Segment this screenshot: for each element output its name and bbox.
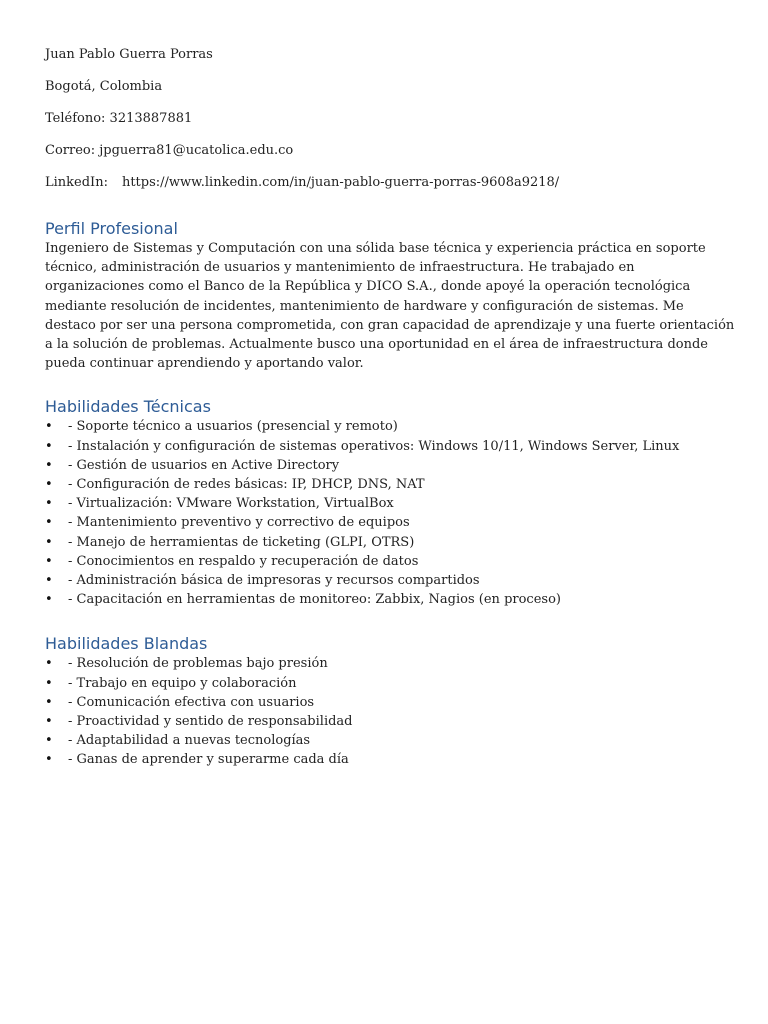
list-item-text: - Gestión de usuarios en Active Directory: [68, 457, 340, 473]
perfil-heading: Perfil Profesional: [45, 219, 178, 238]
list-item: [45, 654, 735, 673]
list-item: [45, 590, 735, 609]
list-item: [45, 674, 735, 693]
list-item: [45, 417, 735, 436]
list-item-text: - Adaptabilidad a nuevas tecnologías: [68, 733, 311, 749]
contact-name: Juan Pablo Guerra Porras: [45, 47, 213, 62]
list-item: [45, 533, 735, 552]
bullet-icon: •: [45, 553, 53, 569]
list-item-text: - Comunicación efectiva con usuarios: [68, 694, 315, 710]
list-item: [45, 693, 735, 712]
list-item-text: - Instalación y configuración de sistemas operativos: Windows 10/11, Windows Server, Linux: [68, 438, 680, 454]
list-item-text: - Conocimientos en respaldo y recuperación de datos: [68, 553, 419, 569]
list-item: [45, 456, 735, 475]
bullet-icon: •: [45, 457, 53, 473]
bullet-icon: •: [45, 675, 53, 691]
blandas-list: [45, 654, 735, 769]
resume-page: [45, 46, 735, 770]
tecnicas-heading: Habilidades Técnicas: [45, 397, 211, 417]
bullet-icon: •: [45, 573, 53, 589]
list-item: [45, 552, 735, 571]
tecnicas-list: [45, 417, 735, 609]
linkedin-label: LinkedIn:: [45, 175, 108, 190]
list-item-text: - Trabajo en equipo y colaboración: [68, 675, 297, 691]
list-item: [45, 475, 735, 494]
contact-email: Correo: jpguerra81@ucatolica.edu.co: [45, 143, 294, 158]
list-item: [45, 731, 735, 750]
bullet-icon: •: [45, 733, 53, 749]
list-item-text: - Soporte técnico a usuarios (presencial y remoto): [68, 419, 398, 435]
bullet-icon: •: [45, 496, 53, 512]
contact-location: Bogotá, Colombia: [45, 79, 163, 94]
list-item: [45, 571, 735, 590]
bullet-icon: •: [45, 656, 53, 672]
contact-linkedin: [45, 174, 735, 192]
list-item-text: - Manejo de herramientas de ticketing (GLPI, OTRS): [68, 534, 415, 550]
list-item: [45, 712, 735, 731]
blandas-heading: Habilidades Blandas: [45, 634, 208, 654]
bullet-icon: •: [45, 438, 53, 454]
list-item: [45, 437, 735, 456]
list-item-text: - Mantenimiento preventivo y correctivo de equipos: [68, 515, 410, 531]
bullet-icon: •: [45, 515, 53, 531]
list-item-text: - Resolución de problemas bajo presión: [68, 656, 328, 672]
bullet-icon: •: [45, 752, 53, 768]
list-item: [45, 513, 735, 532]
list-item-text: - Proactividad y sentido de responsabilidad: [68, 714, 353, 730]
bullet-icon: •: [45, 534, 53, 550]
bullet-icon: •: [45, 419, 53, 435]
bullet-icon: •: [45, 694, 53, 710]
bullet-icon: •: [45, 714, 53, 730]
linkedin-url[interactable]: https://www.linkedin.com/in/juan-pablo-guerra-porras-9608a9218/: [121, 175, 560, 190]
bullet-icon: •: [45, 477, 53, 493]
list-item-text: - Administración básica de impresoras y recursos compartidos: [68, 573, 480, 589]
list-item: [45, 750, 735, 769]
contact-phone: Teléfono: 3213887881: [45, 111, 193, 126]
bullet-icon: •: [45, 592, 53, 608]
list-item-text: - Configuración de redes básicas: IP, DHCP, DNS, NAT: [68, 477, 425, 493]
list-item-text: - Capacitación en herramientas de monitoreo: Zabbix, Nagios (en proceso): [68, 592, 561, 608]
list-item-text: - Virtualización: VMware Workstation, VirtualBox: [68, 496, 394, 512]
list-item-text: - Ganas de aprender y superarme cada día: [68, 752, 349, 768]
list-item: [45, 494, 735, 513]
perfil-paragraph: Ingeniero de Sistemas y Computación con una sólida base técnica y experiencia práctica en soporte técnico, administración de usuarios y mantenimiento de infraestructura. He trabajado en organizaciones como el Banco de la República y DICO S.A., donde apoyé la operación tecnológica mediante resolución de incidentes, mantenimiento de hardware y configuración de sistemas. Me destaco por ser una persona comprometida, con gran capacidad de aprendizaje y una fuerte orientación a la solución de problemas. Actualmente busco una oportunidad en el área de infraestructura donde pueda continuar aprendiendo y aportando valor.: [45, 241, 735, 372]
